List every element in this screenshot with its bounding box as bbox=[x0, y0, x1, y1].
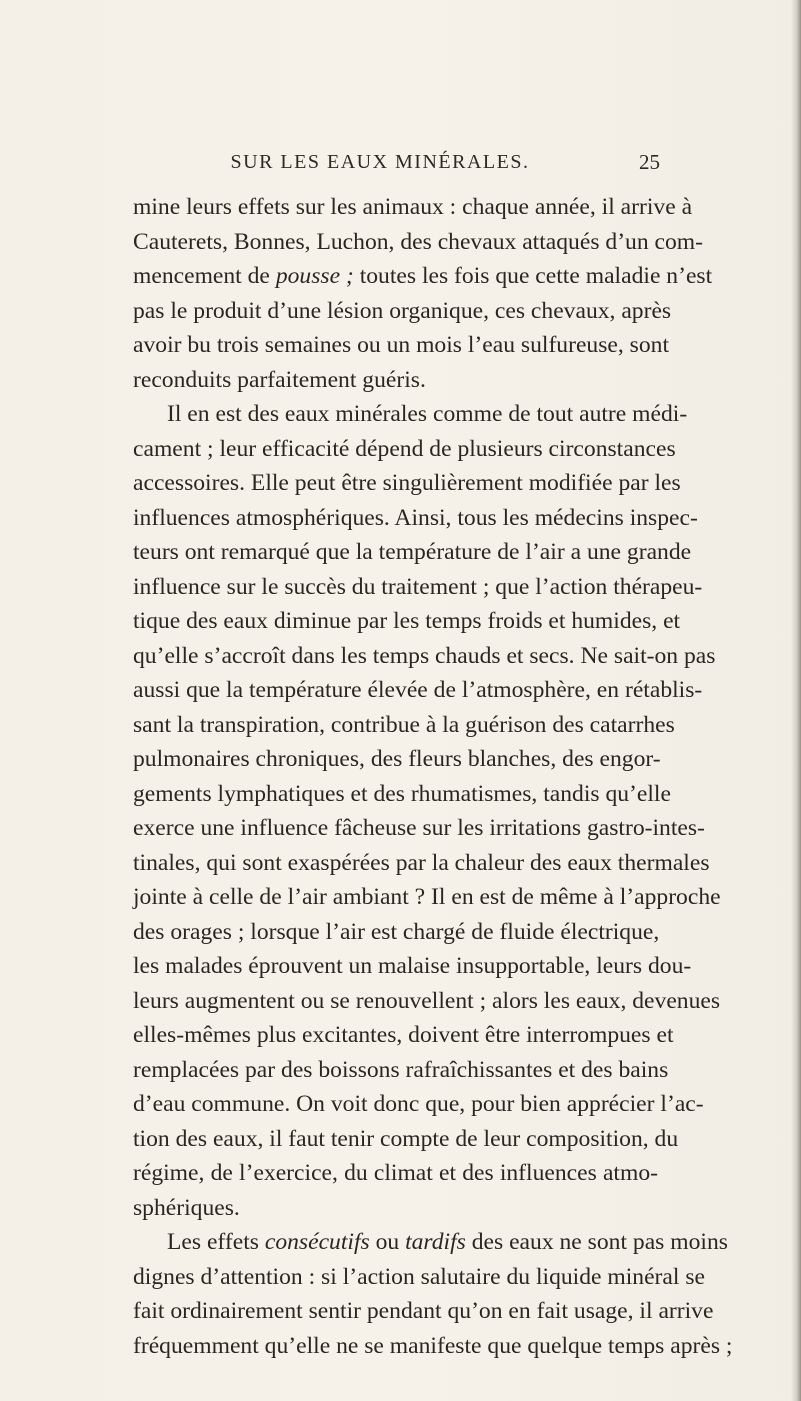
page-edge-shadow bbox=[791, 0, 801, 1401]
text-run: des eaux ne sont pas moins bbox=[465, 1229, 728, 1255]
text-line: régime, de l’exercice, du climat et des influences atmo- bbox=[133, 1160, 658, 1186]
text-line: qu’elle s’accroît dans les temps chauds et secs. Ne sait-on pas bbox=[133, 642, 716, 669]
text-line: avoir bu trois semaines ou un mois l’eau sulfureuse, sont bbox=[133, 332, 670, 358]
text-line: tion des eaux, il faut tenir compte de leur composition, du bbox=[133, 1125, 679, 1152]
text-line: fréquemment qu’elle ne se manifeste que quelque temps après ; bbox=[133, 1332, 733, 1359]
text-line: aussi que la température élevée de l’atmosphère, en rétablis- bbox=[133, 677, 703, 703]
text-line: influence sur le succès du traitement ; que l’action thérapeu- bbox=[133, 573, 703, 600]
paragraph-start: Il en est des eaux minérales comme de tout autre médi- bbox=[167, 401, 688, 427]
text-line: jointe à celle de l’air ambiant ? Il en est de même à l’approche bbox=[133, 884, 721, 910]
text-line: teurs ont remarqué que la température de l’air a une grande bbox=[133, 539, 692, 565]
text-run: mencement de bbox=[133, 263, 276, 289]
text-line: Cauterets, Bonnes, Luchon, des chevaux attaqués d’un com- bbox=[133, 228, 704, 255]
text-line: sphériques. bbox=[133, 1194, 240, 1221]
text-line: gements lymphatiques et des rhumatismes, tandis qu’elle bbox=[133, 780, 671, 807]
text-line bbox=[133, 259, 713, 294]
running-head: SUR LES EAUX MINÉRALES. bbox=[230, 151, 530, 173]
page-header bbox=[0, 148, 801, 178]
text-line: sant la transpiration, contribue à la guérison des catarrhes bbox=[133, 711, 675, 738]
text-line: cament ; leur efficacité dépend de plusieurs circonstances bbox=[133, 435, 676, 462]
text-line: des orages ; lorsque l’air est chargé de fluide électrique, bbox=[133, 918, 660, 945]
text-line: influences atmosphériques. Ainsi, tous les médecins inspec- bbox=[133, 504, 698, 531]
text-line: dignes d’attention : si l’action salutaire du liquide minéral se bbox=[133, 1263, 705, 1290]
page-number: 25 bbox=[639, 150, 660, 174]
text-line: exerce une influence fâcheuse sur les irritations gastro-intes- bbox=[133, 815, 705, 841]
italic-term-pousse: pousse ; bbox=[275, 263, 354, 289]
italic-term-tardifs: tardifs bbox=[405, 1229, 466, 1255]
text-line: d’eau commune. On voit donc que, pour bien apprécier l’ac- bbox=[133, 1091, 704, 1117]
text-line: accessoires. Elle peut être singulièrement modifiée par les bbox=[133, 470, 681, 496]
text-line: tique des eaux diminue par les temps froids et humides, et bbox=[133, 608, 681, 634]
italic-term-consecutifs: consécutifs bbox=[264, 1229, 370, 1255]
paragraph-start bbox=[133, 1225, 728, 1260]
text-line: pulmonaires chroniques, des fleurs blanches, des engor- bbox=[133, 746, 661, 772]
text-line: les malades éprouvent un malaise insupportable, leurs dou- bbox=[133, 953, 692, 979]
text-line: reconduits parfaitement guéris. bbox=[133, 366, 426, 393]
body-text bbox=[133, 190, 733, 1363]
text-line: leurs augmentent ou se renouvellent ; alors les eaux, devenues bbox=[133, 987, 721, 1014]
text-line: remplacées par des boissons rafraîchissantes et des bains bbox=[133, 1056, 669, 1083]
text-line: pas le produit d’une lésion organique, ces chevaux, après bbox=[133, 297, 672, 324]
text-line: mine leurs effets sur les animaux : chaque année, il arrive à bbox=[133, 194, 693, 220]
text-run: ou bbox=[369, 1229, 406, 1255]
text-line: fait ordinairement sentir pendant qu’on en fait usage, il arrive bbox=[133, 1298, 714, 1324]
text-line: tinales, qui sont exaspérées par la chaleur des eaux thermales bbox=[133, 849, 710, 876]
text-run: Les effets bbox=[167, 1229, 265, 1255]
text-run: toutes les fois que cette maladie n’est bbox=[353, 263, 713, 289]
text-line: elles-mêmes plus excitantes, doivent être interrompues et bbox=[133, 1022, 674, 1048]
